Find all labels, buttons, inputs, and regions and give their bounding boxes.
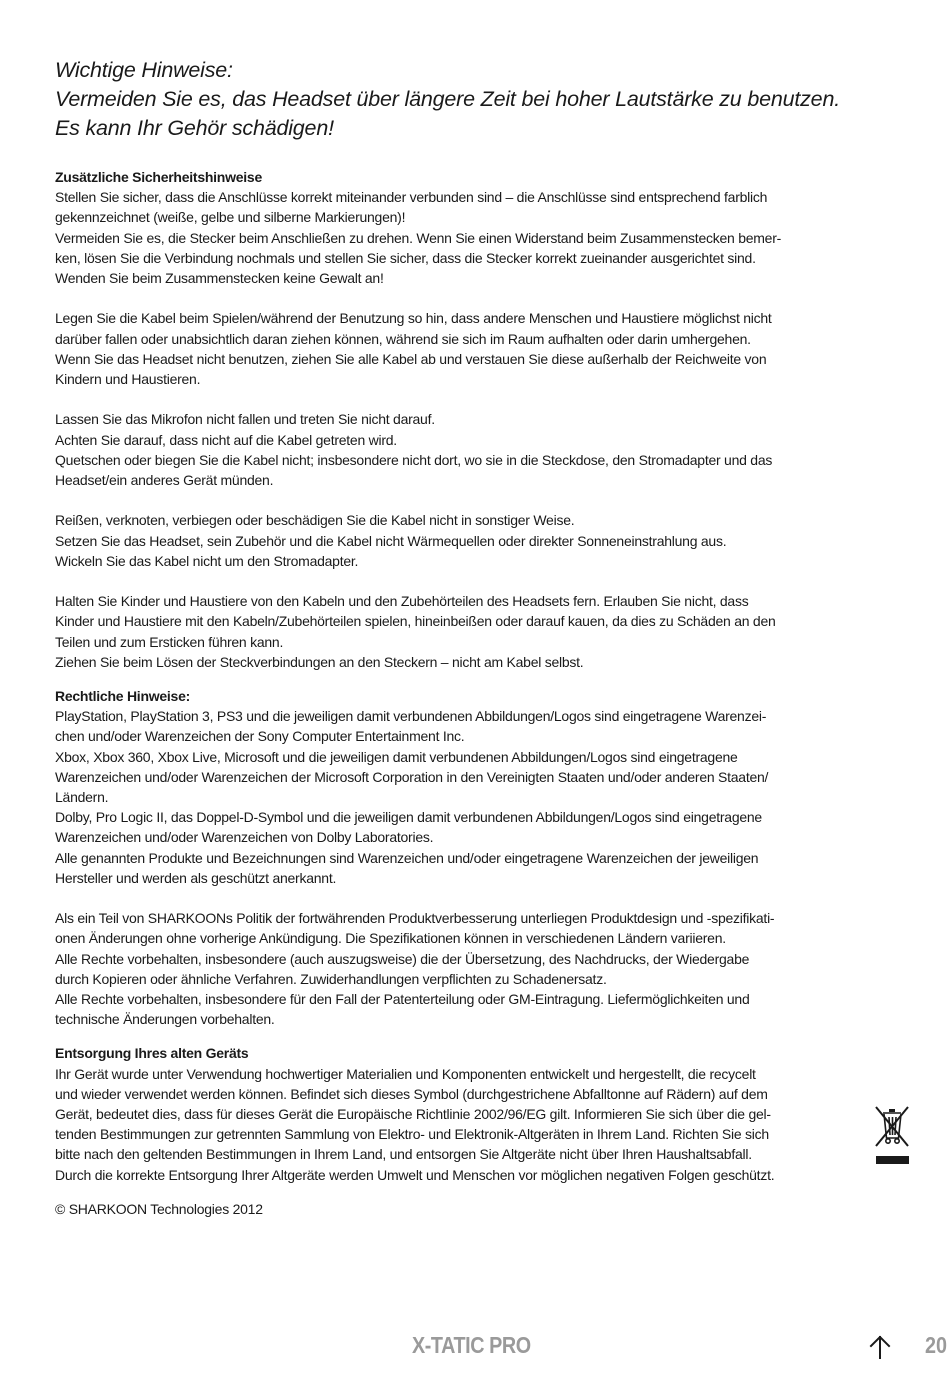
safety-paragraph <box>55 409 870 490</box>
safety-paragraph <box>55 510 870 571</box>
legal-section-title: Rechtliche Hinweise: <box>55 688 191 705</box>
text-line: Alle genannten Produkte und Bezeichnungen sind Warenzeichen und/oder eingetragene Warenzeichen der jeweiligen <box>55 849 759 866</box>
text-line: Halten Sie Kinder und Haustiere von den Kabeln und den Zubehörteilen des Headsets fern. Erlauben Sie nicht, dass <box>55 593 749 610</box>
page-number: 20 <box>925 1332 948 1358</box>
legal-paragraph <box>55 908 870 1029</box>
text-line: Warenzeichen und/oder Warenzeichen der Microsoft Corporation in den Vereinigten Staaten und/oder anderen Staaten/ <box>55 768 769 785</box>
text-line: technische Änderungen vorbehalten. <box>55 1011 275 1028</box>
text-line: Legen Sie die Kabel beim Spielen/während der Benutzung so hin, dass andere Menschen und Haustiere möglichst nicht <box>55 310 772 327</box>
text-line: Ländern. <box>55 789 109 806</box>
safety-section <box>55 167 870 672</box>
text-line: chen und/oder Warenzeichen der Sony Computer Entertainment Inc. <box>55 728 465 745</box>
text-line: durch Kopieren oder ähnliche Verfahren. Zuwiderhandlungen verpflichten zu Schadenersatz. <box>55 970 607 987</box>
text-line: Kinder und Haustiere mit den Kabeln/Zubehörteilen spielen, hineinbeißen oder darauf kauen, da dies zu Schäden an den <box>55 613 776 630</box>
text-line: ken, lösen Sie die Verbindung nochmals und stellen Sie sicher, dass die Stecker korrekt zueinander ausgerichtet sind. <box>55 249 756 266</box>
safety-section-title: Zusätzliche Sicherheitshinweise <box>55 169 262 185</box>
text-line: Hersteller und werden als geschützt anerkannt. <box>55 869 337 886</box>
text-line: Als ein Teil von SHARKOONs Politik der fortwährenden Produktverbesserung unterliegen Produktdesign und -spezifikati- <box>55 910 775 927</box>
text-line: Durch die korrekte Entsorgung Ihrer Altgeräte werden Umwelt und Menschen vor möglichen negativen Folgen geschützt. <box>55 1166 775 1183</box>
safety-paragraph <box>55 308 870 389</box>
text-line: darüber fallen oder unabsichtlich daran ziehen können, während sie sich im Raum aufhalten oder darin umhergehen. <box>55 330 751 347</box>
text-line: Kindern und Haustieren. <box>55 371 201 388</box>
text-line: Dolby, Pro Logic II, das Doppel-D-Symbol und die jeweiligen damit verbundenen Abbildungen/Logos sind eingetragene <box>55 809 762 826</box>
copyright-notice <box>55 1199 870 1219</box>
text-line: Alle Rechte vorbehalten, insbesondere für den Fall der Patenterteilung oder GM-Eintragung. Liefermöglichkeiten und <box>55 991 750 1008</box>
text-line: Headset/ein anderes Gerät münden. <box>55 472 274 489</box>
document-page <box>55 56 870 1219</box>
disposal-section-title: Entsorgung Ihres alten Geräts <box>55 1045 249 1062</box>
disposal-paragraph <box>55 1064 870 1185</box>
text-line: Ihr Gerät wurde unter Verwendung hochwertiger Materialien und Komponenten entwickelt und hergestellt, die recycelt <box>55 1065 756 1082</box>
safety-paragraph <box>55 187 870 288</box>
text-line: onen Änderungen ohne vorherige Ankündigung. Die Spezifikationen können in verschiedenen Ländern variieren. <box>55 930 726 947</box>
text-line: PlayStation, PlayStation 3, PS3 und die jeweiligen damit verbundenen Abbildungen/Logos sind eingetragene Warenzei- <box>55 708 767 725</box>
text-line: Warenzeichen und/oder Warenzeichen von Dolby Laboratories. <box>55 829 434 846</box>
text-line: Reißen, verknoten, verbiegen oder beschädigen Sie die Kabel nicht in sonstiger Weise. <box>55 512 575 529</box>
text-line: und wieder verwendet werden können. Befindet sich dieses Symbol (durchgestrichene Abfalltonne auf Rädern) auf dem <box>55 1085 768 1102</box>
copyright-text: © SHARKOON Technologies 2012 <box>55 1200 263 1217</box>
text-line: Vermeiden Sie es, die Stecker beim Anschließen zu drehen. Wenn Sie einen Widerstand beim Zusammenstecken bemer- <box>55 229 782 246</box>
important-notice-line: Vermeiden Sie es, das Headset über längere Zeit bei hoher Lautstärke zu benutzen. <box>55 87 840 111</box>
text-line: Setzen Sie das Headset, sein Zubehör und die Kabel nicht Wärmequellen oder direkter Sonneneinstrahlung aus. <box>55 532 727 549</box>
text-line: Quetschen oder biegen Sie die Kabel nicht; insbesondere nicht dort, wo sie in die Steckdose, den Stromadapter und das <box>55 451 773 468</box>
text-line: Wenn Sie das Headset nicht benutzen, ziehen Sie alle Kabel ab und verstauen Sie diese außerhalb der Reichweite von <box>55 350 767 367</box>
legal-paragraph <box>55 706 870 888</box>
legal-section <box>55 686 870 1029</box>
product-name: X-TATIC PRO <box>412 1332 531 1358</box>
text-line: bitte nach den geltenden Bestimmungen in Ihrem Land, und entsorgen Sie Altgeräte nicht über Ihren Haushaltsabfall. <box>55 1146 752 1163</box>
text-line: tenden Bestimmungen zur getrennten Sammlung von Elektro- und Elektronik-Altgeräten in Ihrem Land. Richten Sie sich <box>55 1126 769 1143</box>
arrow-up-icon[interactable] <box>868 1334 892 1360</box>
safety-paragraph <box>55 591 870 672</box>
text-line: Wickeln Sie das Kabel nicht um den Stromadapter. <box>55 552 359 569</box>
crossed-out-wheelie-bin-icon <box>873 1104 911 1166</box>
important-notice-heading: Wichtige Hinweise: <box>55 58 233 82</box>
text-line: Xbox, Xbox 360, Xbox Live, Microsoft und die jeweiligen damit verbundenen Abbildungen/Logos sind eingetragene <box>55 748 738 765</box>
text-line: Gerät, bedeutet dies, dass für dieses Gerät die Europäische Richtlinie 2002/96/EG gilt. Informieren Sie sich über die gel- <box>55 1106 771 1123</box>
text-line: Achten Sie darauf, dass nicht auf die Kabel getreten wird. <box>55 431 397 448</box>
text-line: Stellen Sie sicher, dass die Anschlüsse korrekt miteinander verbunden sind – die Anschlüsse sind entsprechend farblich <box>55 189 768 206</box>
text-line: Lassen Sie das Mikrofon nicht fallen und treten Sie nicht darauf. <box>55 411 435 428</box>
important-notice <box>55 56 870 143</box>
text-line: Alle Rechte vorbehalten, insbesondere (auch auszugsweise) die der Übersetzung, des Nachdrucks, der Wiedergabe <box>55 950 750 967</box>
text-line: Ziehen Sie beim Lösen der Steckverbindungen an den Steckern – nicht am Kabel selbst. <box>55 653 584 670</box>
text-line: Teilen und zum Ersticken führen kann. <box>55 633 284 650</box>
text-line: Wenden Sie beim Zusammenstecken keine Gewalt an! <box>55 270 384 287</box>
important-notice-line: Es kann Ihr Gehör schädigen! <box>55 116 334 140</box>
text-line: gekennzeichnet (weiße, gelbe und silberne Markierungen)! <box>55 209 406 226</box>
disposal-section <box>55 1043 870 1184</box>
